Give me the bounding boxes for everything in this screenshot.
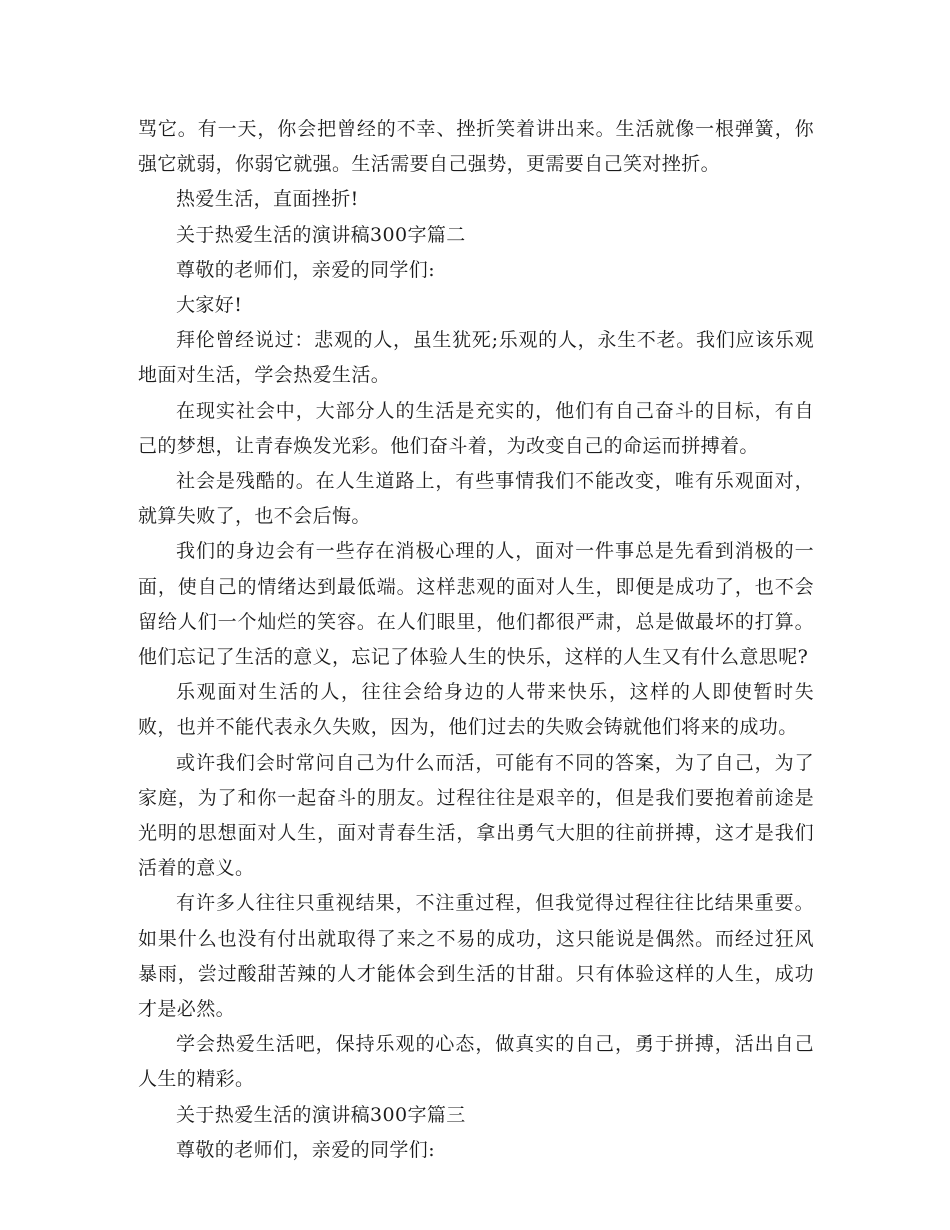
salutation: 尊敬的老师们，亲爱的同学们: [176,1138,436,1161]
paragraph: 拜伦曾经说过：悲观的人，虽生犹死;乐观的人，永生不老。我们应该乐观地面对生活，学会热爱生活。 [138,329,814,387]
paragraph: 社会是残酷的。在人生道路上，有些事情我们不能改变，唯有乐观面对，就算失败了，也不会后悔。 [138,470,814,528]
paragraph: 我们的身边会有一些存在消极心理的人，面对一件事总是先看到消极的一面，使自己的情绪达到最低端。这样悲观的面对人生，即便是成功了，也不会留给人们一个灿烂的笑容。在人们眼里，他们都很严肃，总是做最坏的打算。他们忘记了生活的意义，忘记了体验人生的快乐，这样的人生又有什么意思呢? [138,540,814,669]
greeting: 大家好! [176,294,243,317]
paragraph: 骂它。有一天，你会把曾经的不幸、挫折笑着讲出来。生活就像一根弹簧，你强它就弱，你弱它就强。生活需要自己强势，更需要自己笑对挫折。 [138,118,814,176]
paragraph: 有许多人往往只重视结果，不注重过程，但我觉得过程往往比结果重要。如果什么也没有付出就取得了来之不易的成功，这只能说是偶然。而经过狂风暴雨，尝过酸甜苦辣的人才能体会到生活的甘甜。只有体验这样的人生，成功才是必然。 [138,892,814,1021]
salutation: 尊敬的老师们，亲爱的同学们: [176,258,436,281]
paragraph: 学会热爱生活吧，保持乐观的心态，做真实的自己，勇于拼搏，活出自己人生的精彩。 [138,1033,814,1091]
section-heading: 关于热爱生活的演讲稿300字篇二 [176,223,466,246]
section-heading: 关于热爱生活的演讲稿300字篇三 [176,1103,466,1126]
paragraph: 乐观面对生活的人，往往会给身边的人带来快乐，这样的人即使暂时失败，也并不能代表永久失败，因为，他们过去的失败会铸就他们将来的成功。 [138,681,814,739]
paragraph: 或许我们会时常问自己为什么而活，可能有不同的答案，为了自己，为了家庭，为了和你一起奋斗的朋友。过程往往是艰辛的，但是我们要抱着前途是光明的思想面对人生，面对青春生活，拿出勇气大胆的往前拼搏，这才是我们活着的意义。 [138,751,814,880]
paragraph: 热爱生活，直面挫折! [176,188,359,211]
paragraph: 在现实社会中，大部分人的生活是充实的，他们有自己奋斗的目标，有自己的梦想，让青春焕发光彩。他们奋斗着，为改变自己的命运而拼搏着。 [138,399,814,457]
document-body [138,112,814,1168]
